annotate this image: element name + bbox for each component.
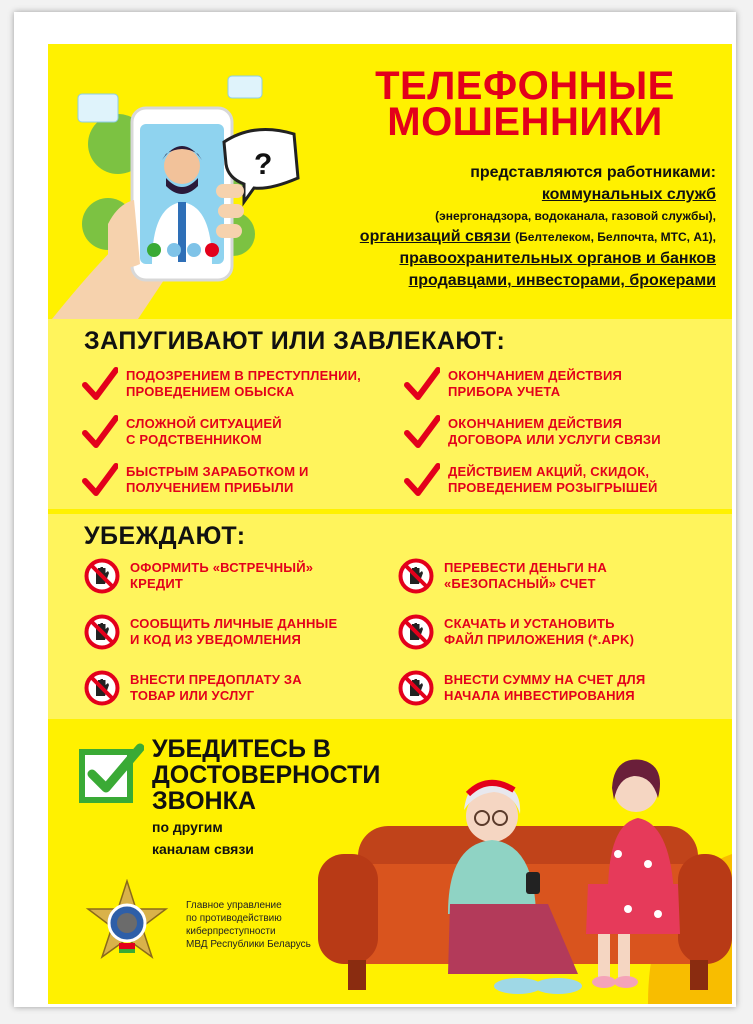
stop-hand-icon (84, 558, 120, 594)
scare-section (48, 319, 732, 509)
verify-subtitle: по другим каналам связи (152, 819, 254, 857)
convince-item: ВНЕСТИ СУММУ НА СЧЕТ ДЛЯ НАЧАЛА ИНВЕСТИРОВАНИЯ (398, 670, 645, 706)
title-line-2: МОШЕННИКИ (387, 100, 663, 144)
intro-lead: представляются работниками: (470, 164, 716, 181)
red-check-icon (404, 367, 440, 401)
scare-title: ЗАПУГИВАЮТ ИЛИ ЗАВЛЕКАЮТ: (84, 327, 506, 355)
red-check-icon (82, 367, 118, 401)
red-check-icon (82, 415, 118, 449)
police-emblem-icon (84, 879, 170, 965)
convince-item: ОФОРМИТЬ «ВСТРЕЧНЫЙ» КРЕДИТ (84, 558, 313, 594)
scare-item: СЛОЖНОЙ СИТУАЦИЕЙ С РОДСТВЕННИКОМ (82, 415, 282, 449)
convince-section (48, 514, 732, 719)
green-checkbox-icon (78, 742, 144, 804)
law-label: правоохранительных органов и банков (399, 250, 716, 267)
title-line-1: ТЕЛЕФОННЫЕ (375, 64, 675, 108)
verify-title: УБЕДИТЕСЬ В ДОСТОВЕРНОСТИ ЗВОНКА (152, 735, 381, 815)
red-check-icon (404, 415, 440, 449)
red-check-icon (82, 463, 118, 497)
utilities-note: (энергонадзора, водоканала, газовой службы), (435, 209, 716, 223)
convince-title: УБЕЖДАЮТ: (84, 522, 246, 550)
telecom-note: (Белтелеком, Белпочта, МТС, А1), (515, 230, 716, 244)
scare-item: ОКОНЧАНИЕМ ДЕЙСТВИЯ ПРИБОРА УЧЕТА (404, 367, 622, 401)
poster-title (318, 64, 732, 144)
convince-item: ПЕРЕВЕСТИ ДЕНЬГИ НА «БЕЗОПАСНЫЙ» СЧЕТ (398, 558, 607, 594)
convince-item: СКАЧАТЬ И УСТАНОВИТЬ ФАЙЛ ПРИЛОЖЕНИЯ (*.APK) (398, 614, 634, 650)
svg-text:?: ? (254, 148, 273, 181)
utilities-label: коммунальных служб (541, 186, 716, 203)
scare-item: ОКОНЧАНИЕМ ДЕЙСТВИЯ ДОГОВОРА ИЛИ УСЛУГИ СВЯЗИ (404, 415, 661, 449)
poster (48, 44, 732, 1004)
scare-item: ДЕЙСТВИЕМ АКЦИЙ, СКИДОК, ПРОВЕДЕНИЕМ РОЗЫГРЫШЕЙ (404, 463, 658, 497)
agency-caption: Главное управление по противодействию киберпреступности МВД Республики Беларусь (186, 900, 311, 950)
convince-item: СООБЩИТЬ ЛИЧНЫЕ ДАННЫЕ И КОД ИЗ УВЕДОМЛЕНИЯ (84, 614, 337, 650)
convince-item: ВНЕСТИ ПРЕДОПЛАТУ ЗА ТОВАР ИЛИ УСЛУГ (84, 670, 302, 706)
impersonation-list (286, 162, 716, 292)
verify-section (48, 724, 732, 1004)
stop-hand-icon (398, 558, 434, 594)
stop-hand-icon (398, 614, 434, 650)
telecom-label: организаций связи (359, 228, 511, 245)
stop-hand-icon (84, 670, 120, 706)
poster-sheet (14, 12, 736, 1007)
red-check-icon (404, 463, 440, 497)
sellers-label: продавцами, инвесторами, брокерами (408, 272, 716, 289)
scare-item: БЫСТРЫМ ЗАРАБОТКОМ И ПОЛУЧЕНИЕМ ПРИБЫЛИ (82, 463, 309, 497)
stop-hand-icon (84, 614, 120, 650)
stop-hand-icon (398, 670, 434, 706)
scare-item: ПОДОЗРЕНИЕМ В ПРЕСТУПЛЕНИИ, ПРОВЕДЕНИЕМ ОБЫСКА (82, 367, 361, 401)
